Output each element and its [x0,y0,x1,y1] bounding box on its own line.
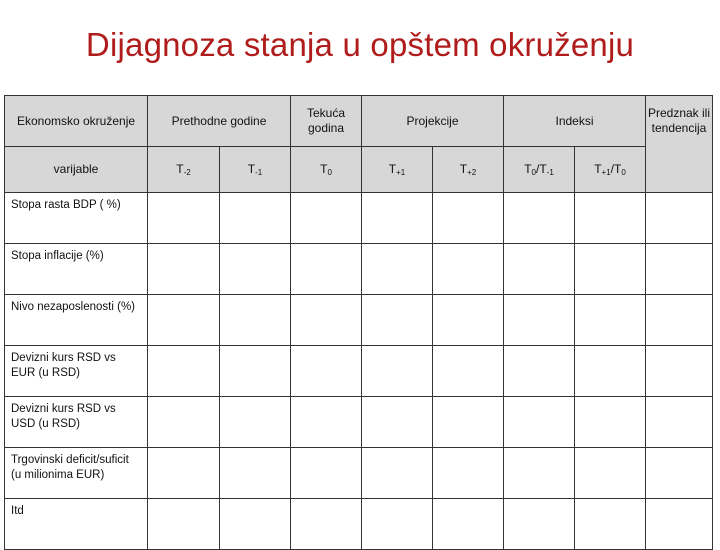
table-cell [291,193,362,244]
table-cell [148,244,220,295]
table-cell [646,346,713,397]
header-ekonomsko-okruzenje: Ekonomsko okruženje [5,96,148,147]
header-t-plus-1: $T_{+1}$ [362,147,433,193]
header-t-0: $T_0$ [291,147,362,193]
environment-diagnosis-table [4,95,713,550]
header-tekuca-godina: Tekuća godina [291,96,362,147]
header-t-minus-2: $T_{-2}$ [148,147,220,193]
table-cell [220,193,291,244]
header-predznak-empty [646,147,713,193]
page-title: Dijagnoza stanja u opštem okruženju [85,26,635,63]
row-label-stopa-inflacije: Stopa inflacije (%) [5,244,148,295]
table-cell [433,346,504,397]
row-label-devizni-kurs-eur: Devizni kurs RSD vs EUR (u RSD) [5,346,148,397]
row-label-nivo-nezaposlenosti: Nivo nezaposlenosti (%) [5,295,148,346]
table-cell [362,346,433,397]
table-cell [362,397,433,448]
table-cell [575,346,646,397]
header-indeksi: Indeksi [504,96,646,147]
header-index-tplus1-t0: $T_{+1}/T_0$ [575,147,646,193]
header-projekcije: Projekcije [362,96,504,147]
table-cell [575,244,646,295]
table-cell [504,397,575,448]
table-cell [646,448,713,499]
table-cell [148,397,220,448]
table-cell [504,193,575,244]
table-cell [504,448,575,499]
table-cell [362,448,433,499]
table-cell [362,244,433,295]
table-cell [504,499,575,550]
row-label-stopa-rasta-bdp: Stopa rasta BDP ( %) [5,193,148,244]
table-cell [575,397,646,448]
table-cell [291,499,362,550]
table-cell [291,295,362,346]
table-cell [220,244,291,295]
table-cell [646,499,713,550]
table-cell [504,295,575,346]
row-label-trgovinski-deficit: Trgovinski deficit/suficit (u milionima EUR) [5,448,148,499]
table-cell [291,346,362,397]
table-cell [362,499,433,550]
table-cell [646,397,713,448]
row-label-itd: Itd [5,499,148,550]
table-cell [362,295,433,346]
table-cell [148,193,220,244]
table-cell [291,397,362,448]
table-cell [575,499,646,550]
header-predznak: Predznak ili tendencija [646,96,713,147]
table-cell [646,193,713,244]
table-cell [433,499,504,550]
table-cell [148,295,220,346]
header-varijable: varijable [5,147,148,193]
header-t-minus-1: $T_{-1}$ [220,147,291,193]
table-cell [504,346,575,397]
table-cell [148,499,220,550]
table-cell [646,295,713,346]
table-cell [646,244,713,295]
table-cell [291,244,362,295]
table-cell [575,448,646,499]
table-cell [575,193,646,244]
table-cell [433,295,504,346]
table-cell [220,397,291,448]
table-cell [433,193,504,244]
table-cell [220,295,291,346]
table-cell [291,448,362,499]
header-index-t0-tminus1: $T_0/T_{-1}$ [504,147,575,193]
table-cell [433,448,504,499]
table-cell [433,397,504,448]
table-cell [362,193,433,244]
header-t-plus-2: $T_{+2}$ [433,147,504,193]
header-prethodne-godine: Prethodne godine [148,96,291,147]
table-cell [575,295,646,346]
table-cell [220,499,291,550]
table-cell [220,346,291,397]
table-cell [220,448,291,499]
table-cell [148,346,220,397]
table-cell [148,448,220,499]
row-label-devizni-kurs-usd: Devizni kurs RSD vs USD (u RSD) [5,397,148,448]
table-cell [504,244,575,295]
table-cell [433,244,504,295]
